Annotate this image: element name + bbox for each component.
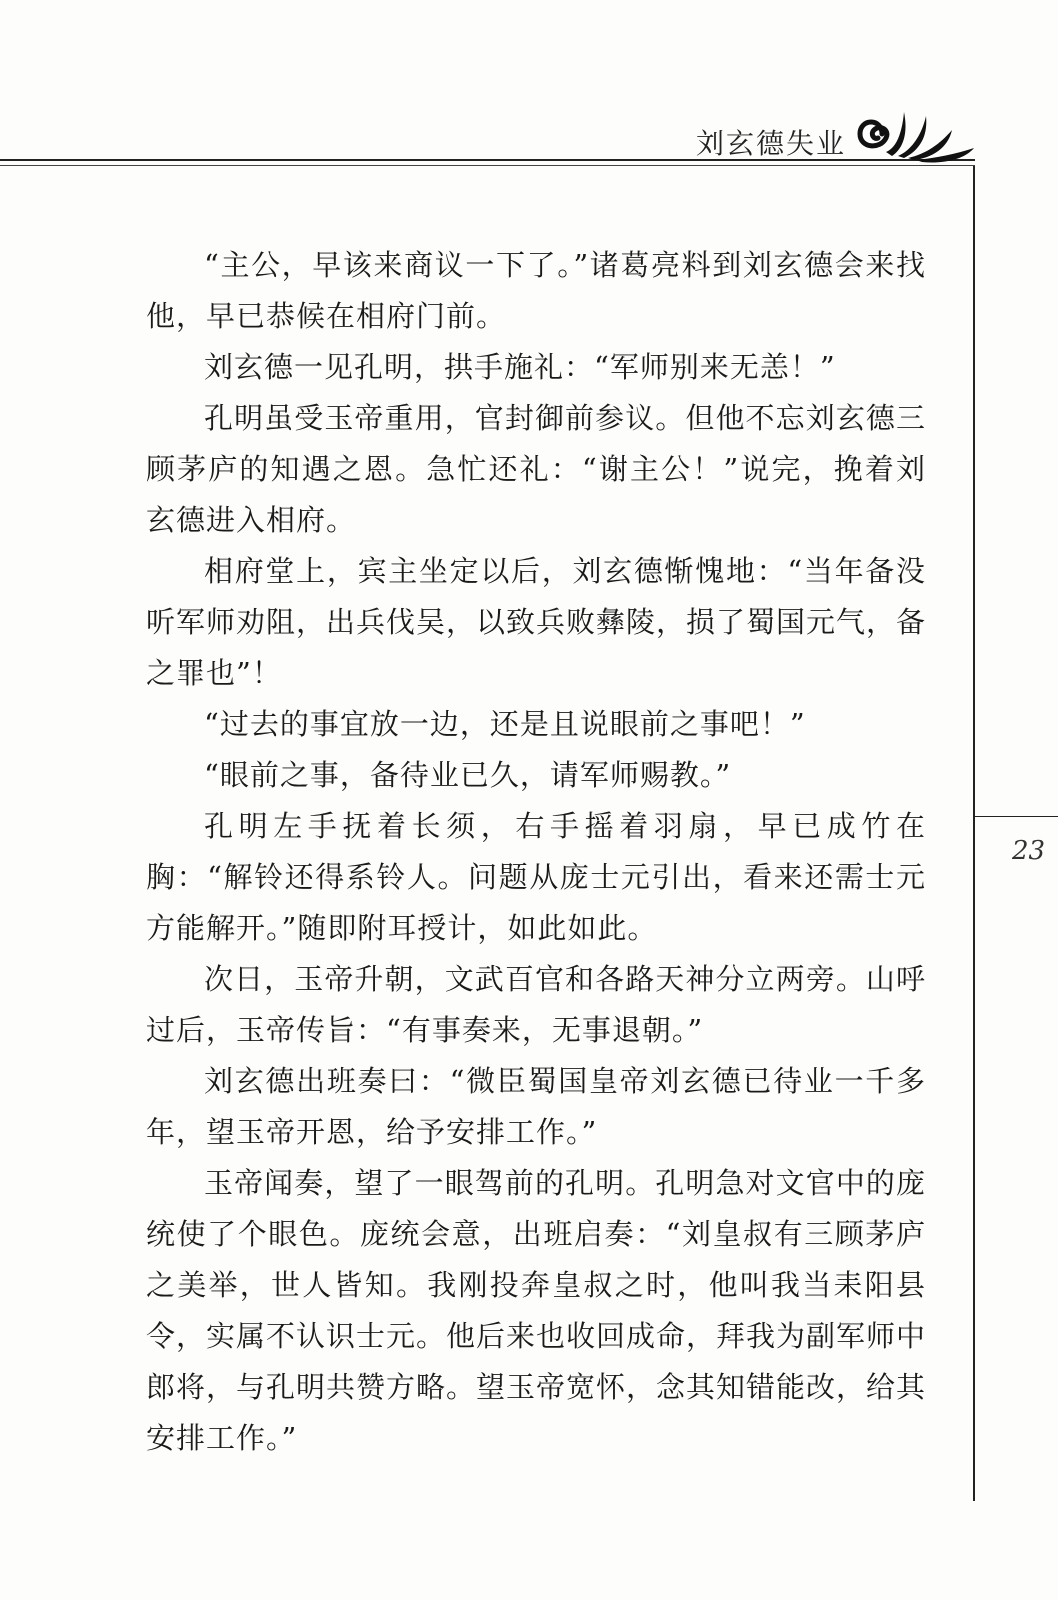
chapter-title: 刘玄德失业 <box>695 127 846 160</box>
paragraph: “过去的事宜放一边，还是且说眼前之事吧！” <box>204 707 806 741</box>
paragraph: 刘玄德出班奏曰：“微臣蜀国皇帝刘玄德已待业一千多年，望玉帝开恩，给予安排工作。” <box>146 1064 926 1149</box>
paragraph: 刘玄德一见孔明，拱手施礼：“军师别来无恙！” <box>204 350 836 384</box>
page-number: 23 <box>1012 836 1046 866</box>
paragraph: “眼前之事，备待业已久，请军师赐教。” <box>204 758 732 792</box>
frame-top-line <box>0 165 975 166</box>
frame-right-line <box>973 166 975 1501</box>
paragraph: 玉帝闻奏，望了一眼驾前的孔明。孔明急对文官中的庞统使了个眼色。庞统会意，出班启奏：“刘皇叔有三顾茅庐之美举，世人皆知。我刚投奔皇叔之时，他叫我当耒阳县令，实属不认识士元。他后来也收回成命，拜我为副军师中郎将，与孔明共赞方略。望玉帝宽怀，念其知错能改，给其安排工作。” <box>146 1166 927 1455</box>
paragraph: “主公，早该来商议一下了。”诸葛亮料到刘玄德会来找他，早已恭候在相府门前。 <box>146 248 926 333</box>
swirl-ornament-icon <box>852 104 977 164</box>
margin-rule <box>975 816 1058 817</box>
paragraph: 相府堂上，宾主坐定以后，刘玄德惭愧地：“当年备没听军师劝阻，出兵伐吴，以致兵败彝陵，损了蜀国元气，备之罪也”！ <box>146 554 927 690</box>
body-text <box>146 240 926 1464</box>
paragraph: 孔明左手抚着长须，右手摇着羽扇，早已成竹在胸：“解铃还得系铃人。问题从庞士元引出，看来还需士元方能解开。”随即附耳授计，如此如此。 <box>146 809 926 945</box>
paragraph: 次日，玉帝升朝，文武百官和各路天神分立两旁。山呼过后，玉帝传旨：“有事奏来，无事退朝。” <box>146 962 926 1047</box>
paragraph: 孔明虽受玉帝重用，官封御前参议。但他不忘刘玄德三顾茅庐的知遇之恩。急忙还礼：“谢主公！”说完，挽着刘玄德进入相府。 <box>146 401 926 537</box>
